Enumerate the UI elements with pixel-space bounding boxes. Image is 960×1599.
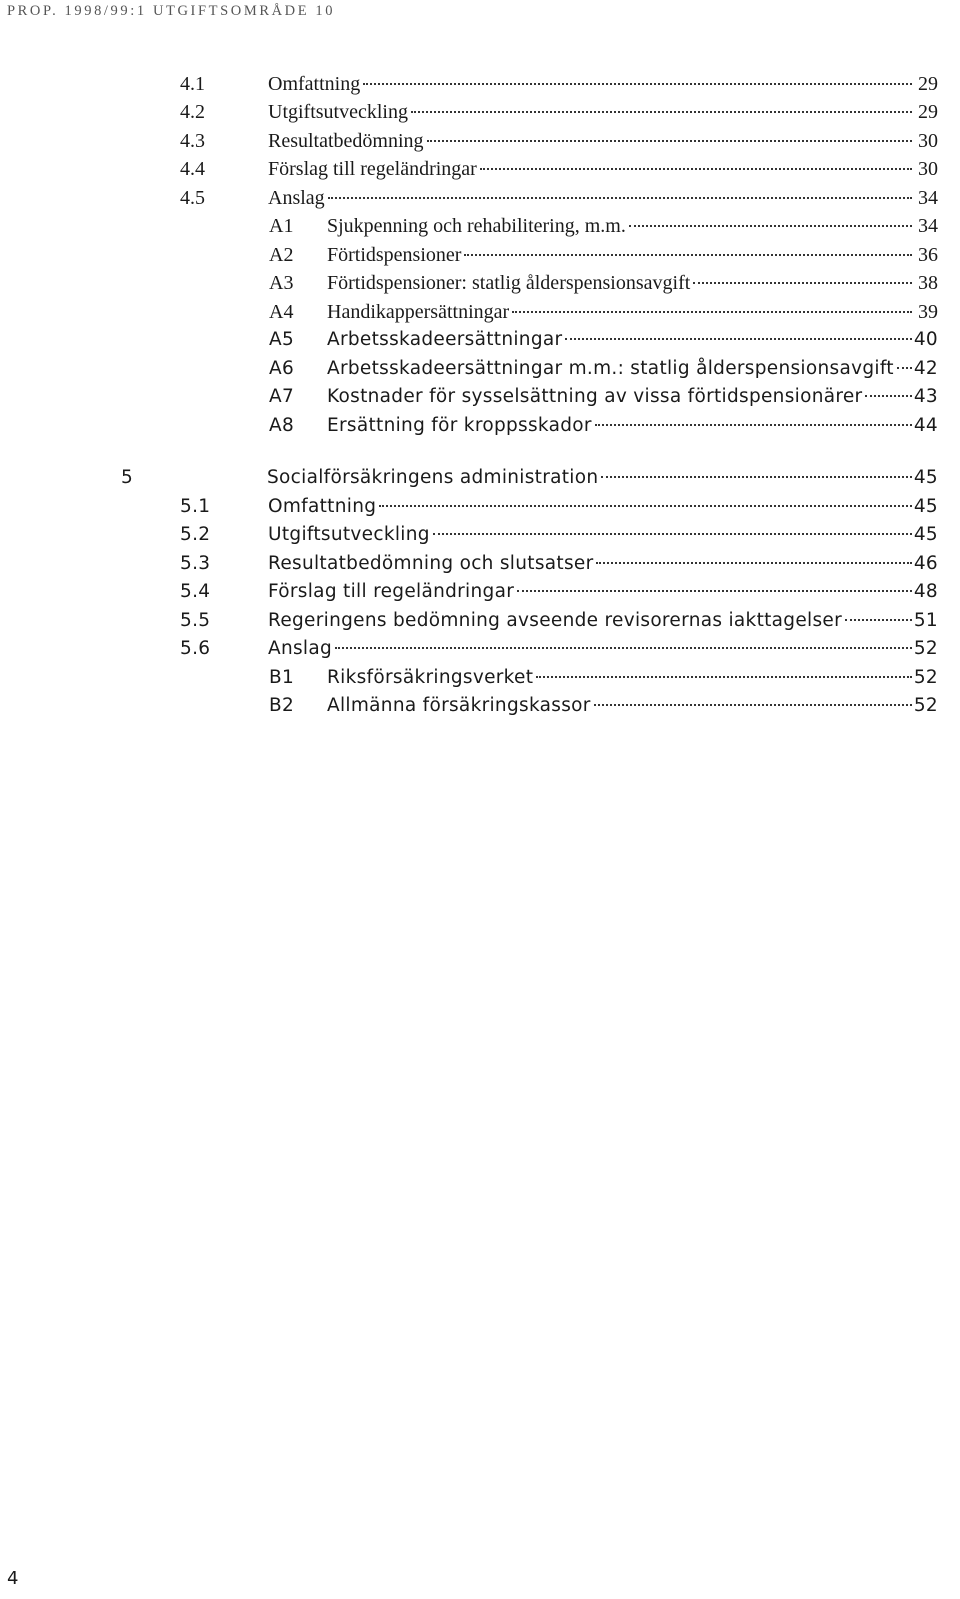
toc-entry[interactable] <box>180 578 938 606</box>
toc-entry[interactable] <box>180 98 938 126</box>
toc-entry-page: 48 <box>913 581 938 602</box>
toc-entry-title: Anslag <box>268 638 333 659</box>
toc-entry-page: 42 <box>913 358 938 379</box>
toc-entry-title: Förslag till regeländringar <box>268 581 515 602</box>
toc-entry[interactable] <box>180 521 938 549</box>
toc-entry-title: Regeringens bedömning avseende revisorernas iakttagelser <box>268 610 843 631</box>
toc-entry[interactable] <box>269 298 938 326</box>
toc-entry-page: 45 <box>913 467 938 488</box>
dot-leader <box>897 367 912 369</box>
toc-entry-number: 5.2 <box>180 524 211 545</box>
toc-entry-number: 4.2 <box>180 101 205 123</box>
toc-entry-number: A8 <box>269 415 295 436</box>
toc-entry-title: Sjukpenning och rehabilitering, m.m. <box>327 215 626 237</box>
toc-entry-title: Utgiftsutveckling <box>268 524 430 545</box>
toc-entry-title: Utgiftsutveckling <box>268 101 408 123</box>
toc-entry-number: A2 <box>269 244 294 266</box>
toc-entry[interactable] <box>180 493 938 521</box>
dot-leader <box>565 338 911 340</box>
toc-entry-number: A7 <box>269 386 295 407</box>
dot-leader <box>433 533 912 535</box>
toc-entry-number: 4.5 <box>180 187 205 209</box>
toc-entry-number: A6 <box>269 358 295 379</box>
toc-entry-page: 39 <box>918 301 938 323</box>
toc-entry-page: 34 <box>918 187 938 209</box>
dot-leader <box>517 590 912 592</box>
toc-entry-number: 4.4 <box>180 158 205 180</box>
dot-leader <box>411 111 912 113</box>
toc-entry-title: Riksförsäkringsverket <box>327 667 534 688</box>
toc-entry[interactable] <box>269 692 938 720</box>
toc-entry-title: Förtidspensioner <box>327 244 462 266</box>
toc-entry-title: Anslag <box>268 187 325 209</box>
toc-entry-page: 43 <box>913 386 938 407</box>
toc-entry-number: 4.1 <box>180 73 205 95</box>
dot-leader <box>536 676 912 678</box>
toc-entry[interactable] <box>269 241 938 269</box>
toc-entry[interactable] <box>269 383 938 411</box>
toc-entry-number: B1 <box>269 667 295 688</box>
toc-entry-title: Kostnader för sysselsättning av vissa förtidspensionärer <box>327 386 863 407</box>
toc-entry[interactable] <box>180 550 938 578</box>
toc-entry-page: 44 <box>913 415 938 436</box>
toc-entry[interactable] <box>269 212 938 240</box>
toc-entry[interactable] <box>180 127 938 155</box>
toc-entry-number: 5.4 <box>180 581 211 602</box>
toc-entry-page: 40 <box>913 329 938 350</box>
toc-entry[interactable] <box>180 184 938 212</box>
toc-entry-title: Allmänna försäkringskassor <box>327 695 591 716</box>
toc-entry[interactable] <box>269 664 938 692</box>
toc-entry-title: Socialförsäkringens administration <box>267 467 599 488</box>
toc-entry-number: A4 <box>269 301 294 323</box>
toc-entry-page: 29 <box>918 101 938 123</box>
running-header: PROP. 1998/99:1 UTGIFTSOMRÅDE 10 <box>7 3 336 19</box>
toc-entry[interactable] <box>180 155 938 183</box>
toc-entry-page: 52 <box>913 667 938 688</box>
toc-entry-page: 38 <box>918 272 938 294</box>
dot-leader <box>480 168 912 170</box>
page-number: 4 <box>7 1568 19 1589</box>
toc-entry-number: A3 <box>269 272 294 294</box>
toc-entry-page: 45 <box>913 524 938 545</box>
dot-leader <box>601 476 911 478</box>
toc-entry[interactable] <box>269 412 938 440</box>
toc-entry-page: 29 <box>918 73 938 95</box>
toc-entry-title: Resultatbedömning och slutsatser <box>268 553 594 574</box>
toc-entry-title: Omfattning <box>268 73 361 95</box>
toc-entry-number: B2 <box>269 695 295 716</box>
toc-entry-number: A5 <box>269 329 295 350</box>
toc-entry-page: 51 <box>913 610 938 631</box>
toc-entry-title: Resultatbedömning <box>268 130 424 152</box>
toc-entry-title: Arbetsskadeersättningar <box>327 329 563 350</box>
toc-entry-number: 5.1 <box>180 496 211 517</box>
toc-entry-page: 34 <box>918 215 938 237</box>
toc-entry-number: 5 <box>121 467 134 488</box>
toc-entry-title: Ersättning för kroppsskador <box>327 415 592 436</box>
toc-entry-number: 5.5 <box>180 610 211 631</box>
toc-entry[interactable] <box>180 635 938 663</box>
toc-entry-page: 52 <box>913 638 938 659</box>
toc-entry-page: 46 <box>913 553 938 574</box>
dot-leader <box>845 619 912 621</box>
dot-leader <box>596 562 911 564</box>
dot-leader <box>594 704 912 706</box>
toc-entry-number: 5.3 <box>180 553 211 574</box>
dot-leader <box>464 254 912 256</box>
toc-entry-page: 30 <box>918 130 938 152</box>
toc-entry-page: 45 <box>913 496 938 517</box>
toc-entry[interactable] <box>121 464 938 492</box>
toc-entry[interactable] <box>180 607 938 635</box>
toc-entry-title: Förtidspensioner: statlig ålderspensionsavgift <box>327 272 691 294</box>
toc-entry-page: 36 <box>918 244 938 266</box>
toc-entry-number: 5.6 <box>180 638 211 659</box>
toc-entry[interactable] <box>269 326 938 354</box>
dot-leader <box>335 647 912 649</box>
dot-leader <box>379 505 912 507</box>
toc-entry-page: 30 <box>918 158 938 180</box>
toc-entry-title: Omfattning <box>268 496 377 517</box>
toc-entry[interactable] <box>180 70 938 98</box>
toc-entry-title: Handikappersättningar <box>327 301 510 323</box>
toc-entry-number: A1 <box>269 215 294 237</box>
toc-entry[interactable] <box>269 269 938 297</box>
dot-leader <box>328 197 912 199</box>
dot-leader <box>865 395 911 397</box>
toc-entry-title: Förslag till regeländringar <box>268 158 477 180</box>
dot-leader <box>629 225 912 227</box>
toc-entry[interactable] <box>269 355 938 383</box>
toc-entry-title: Arbetsskadeersättningar m.m.: statlig ålderspensionsavgift <box>327 358 894 379</box>
dot-leader <box>595 424 912 426</box>
dot-leader <box>363 83 912 85</box>
toc-entry-number: 4.3 <box>180 130 205 152</box>
dot-leader <box>427 140 912 142</box>
dot-leader <box>512 311 912 313</box>
toc-entry-page: 52 <box>913 695 938 716</box>
dot-leader <box>693 282 912 284</box>
